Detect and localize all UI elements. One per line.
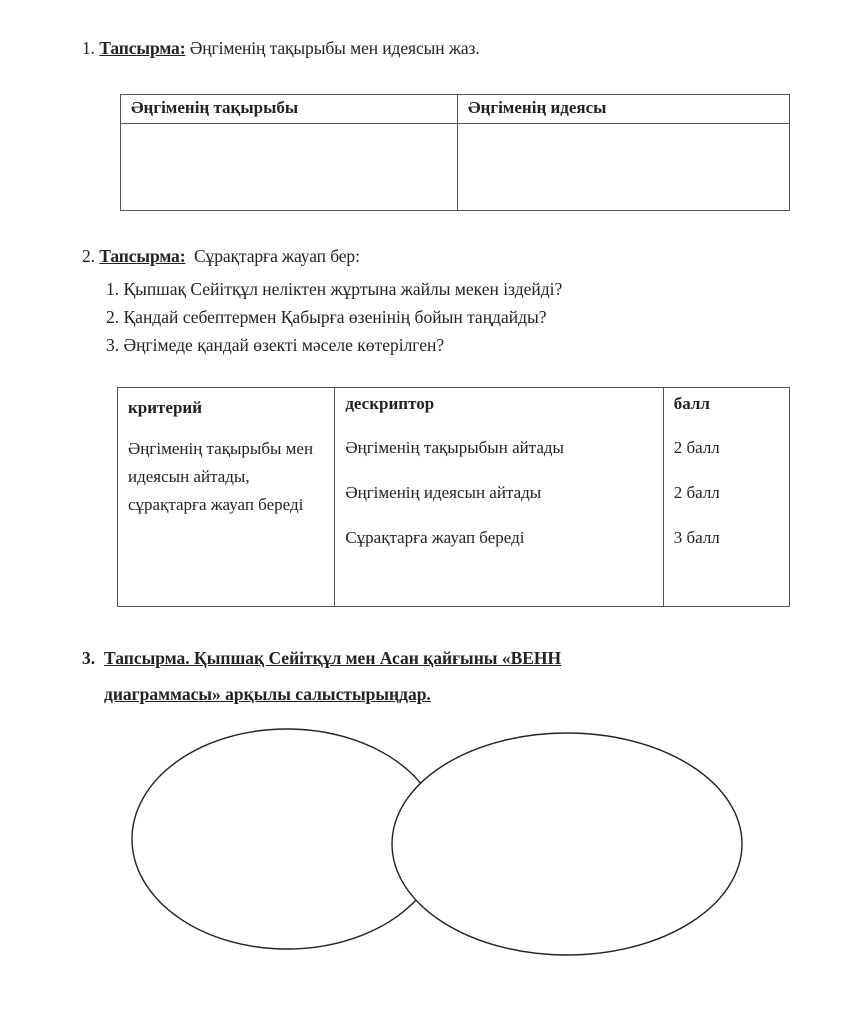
topic-column-header: Әңгіменің тақырыбы <box>121 95 458 124</box>
task1-text: Әңгіменің тақырыбы мен идеясын жаз. <box>185 38 480 58</box>
idea-column-header: Әңгіменің идеясы <box>458 95 790 124</box>
question-item: 3. Әңгімеде қандай өзекті мәселе көтерілген? <box>106 335 445 355</box>
descriptor-item: Әңгіменің идеясын айтады <box>345 483 542 502</box>
descriptor-item: Әңгіменің тақырыбын айтады <box>345 438 564 457</box>
task1-number: 1. <box>82 38 95 58</box>
descriptor-item: Сұрақтарға жауап береді <box>345 528 525 547</box>
task1-title: Тапсырма: <box>99 38 186 58</box>
points-item: 2 балл <box>673 483 720 502</box>
points-item: 2 балл <box>673 438 720 457</box>
question-item: 2. Қандай себептермен Қабырға өзенінің бойын таңдайды? <box>106 307 547 327</box>
question-item: 1. Қыпшақ Сейітқұл неліктен жұртына жайлы мекен іздейді? <box>106 279 563 299</box>
criterion-text: Әңгіменің тақырыбы мен идеясын айтады, сұрақтарға жауап береді <box>128 439 314 514</box>
venn-right-circle[interactable] <box>392 733 742 955</box>
task3-line2: диаграммасы» арқылы салыстырыңдар. <box>104 684 431 704</box>
descriptor-header: дескриптор <box>335 388 663 431</box>
task3-number: 3. <box>82 648 96 668</box>
points-header: балл <box>663 388 789 431</box>
task3-line1: Тапсырма. Қыпшақ Сейітқұл мен Асан қайғыны «ВЕНН <box>104 648 562 668</box>
task2-title: Тапсырма: <box>99 246 186 266</box>
points-item: 3 балл <box>673 528 720 547</box>
task2-text: Сұрақтарға жауап бер: <box>185 246 360 266</box>
task2-number: 2. <box>82 246 95 266</box>
criterion-header: критерий <box>118 388 335 431</box>
